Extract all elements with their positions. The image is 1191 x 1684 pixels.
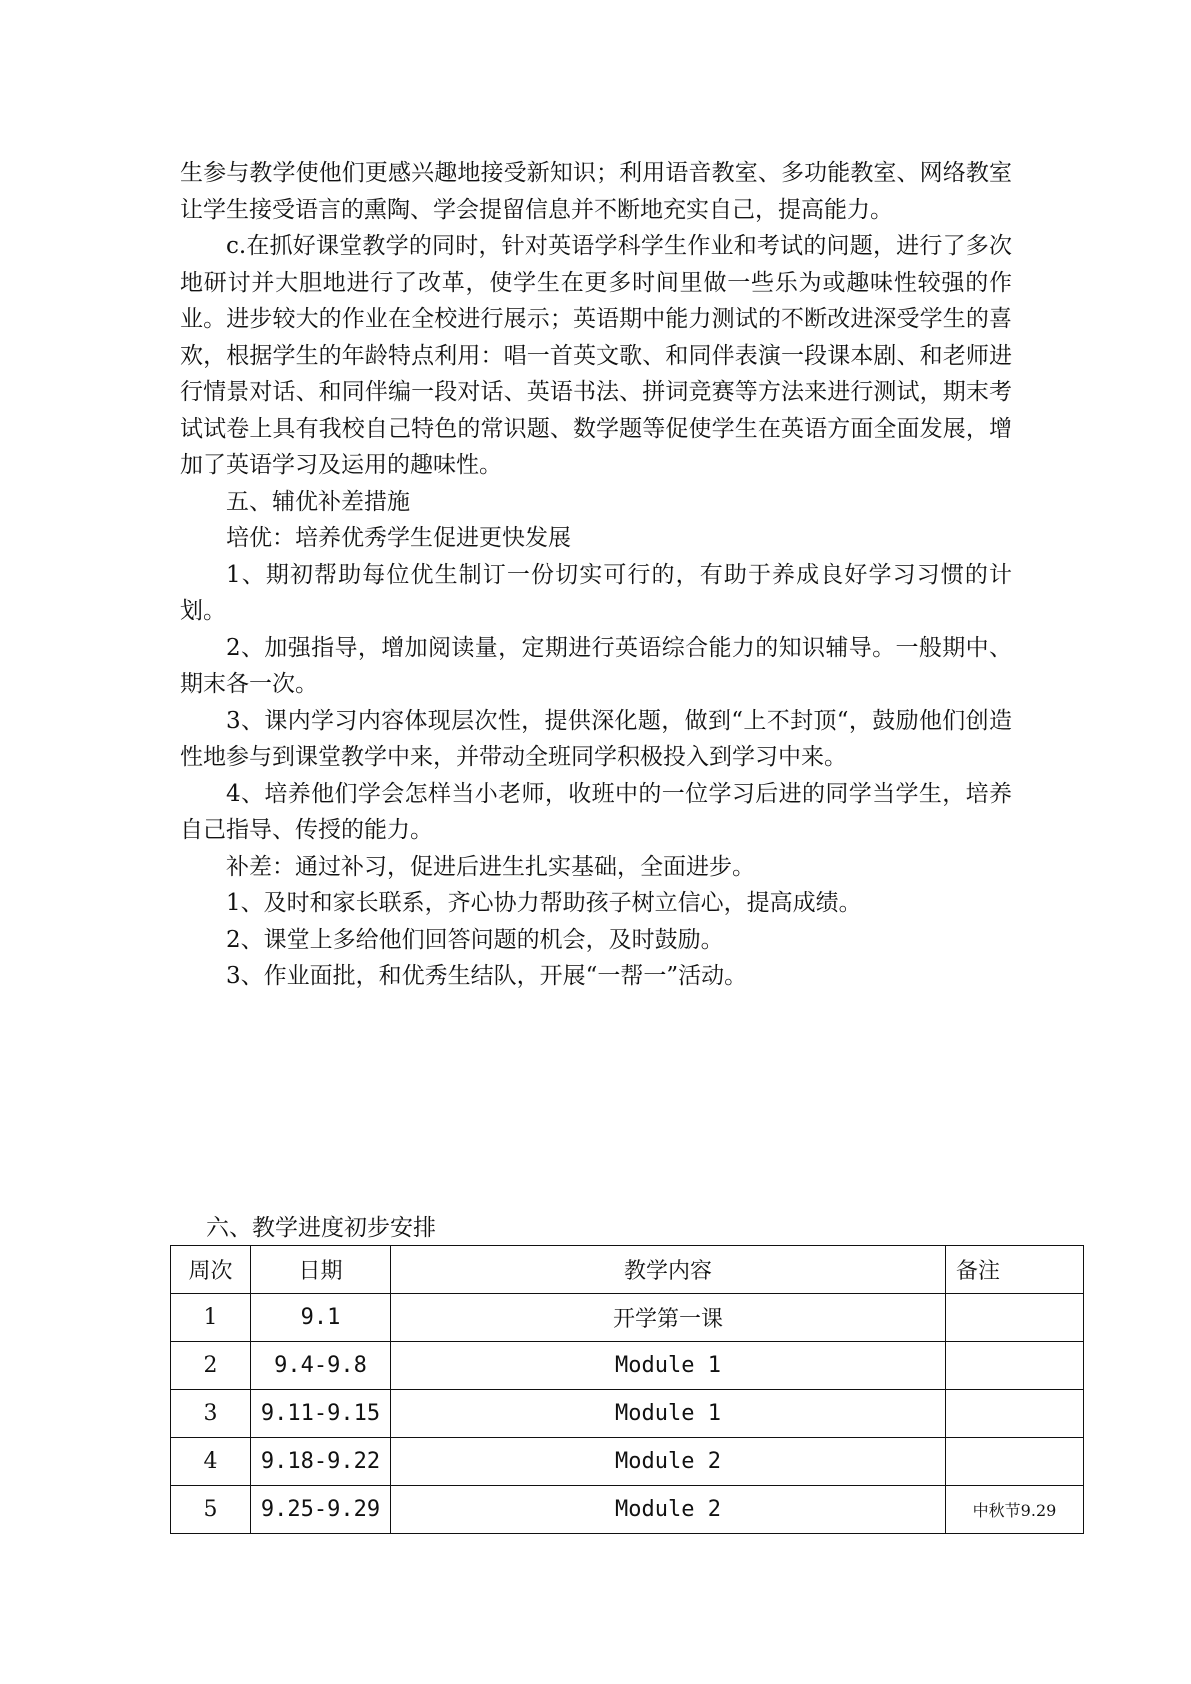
table-row (171, 1342, 1084, 1390)
header-date: 日期 (251, 1246, 391, 1294)
cell-notes (946, 1390, 1084, 1438)
list-item: 3、作业面批，和优秀生结队，开展“一帮一”活动。 (226, 963, 748, 989)
schedule-table (170, 1245, 1084, 1534)
cell-date: 9.18-9.22 (251, 1438, 391, 1486)
list-item: 1、及时和家长联系，齐心协力帮助孩子树立信心，提高成绩。 (226, 890, 862, 916)
cell-date: 9.4-9.8 (251, 1342, 391, 1390)
cell-week: 2 (171, 1342, 251, 1390)
cell-content: Module 1 (391, 1342, 946, 1390)
list-item: 2、加强指导，增加阅读量，定期进行英语综合能力的知识辅导。一般期中、期末各一次。 (180, 634, 1012, 697)
paragraph: c.在抓好课堂教学的同时，针对英语学科学生作业和考试的问题，进行了多次地研讨并大胆地进行了改革，使学生在更多时间里做一些乐为或趣味性较强的作业。进步较大的作业在全校进行展示；英语期中能力测试的不断改进深受学生的喜欢，根据学生的年龄特点利用：唱一首英文歌、和同伴表演一段课本剧、和老师进行情景对话、和同伴编一段对话、英语书法、拼词竞赛等方法来进行测试，期末考试试卷上具有我校自己特色的常识题、数学题等促使学生在英语方面全面发展，增加了英语学习及运用的趣味性。 (180, 233, 1012, 478)
cell-week: 4 (171, 1438, 251, 1486)
subheading: 补差：通过补习，促进后进生扎实基础，全面进步。 (226, 853, 755, 880)
cell-notes: 中秋节9.29 (946, 1486, 1084, 1534)
cell-week: 3 (171, 1390, 251, 1438)
header-content: 教学内容 (391, 1246, 946, 1294)
cell-content: Module 2 (391, 1438, 946, 1486)
list-item: 2、课堂上多给他们回答问题的机会，及时鼓励。 (226, 926, 724, 953)
table-header-row (171, 1246, 1084, 1294)
cell-date: 9.11-9.15 (251, 1390, 391, 1438)
cell-notes (946, 1438, 1084, 1486)
subheading: 培优：培养优秀学生促进更快发展 (226, 525, 571, 551)
list-item: 3、课内学习内容体现层次性，提供深化题，做到“上不封顶“，鼓励他们创造性地参与到课堂教学中来，并带动全班同学积极投入到学习中来。 (180, 707, 1012, 770)
section-heading: 六、教学进度初步安排 (206, 1215, 436, 1241)
cell-week: 1 (171, 1294, 251, 1342)
header-week: 周次 (171, 1246, 251, 1294)
list-item: 1、期初帮助每位优生制订一份切实可行的，有助于养成良好学习习惯的计划。 (180, 561, 1012, 624)
table-row (171, 1294, 1084, 1342)
list-item: 4、培养他们学会怎样当小老师，收班中的一位学习后进的同学当学生，培养自己指导、传授的能力。 (180, 780, 1012, 843)
table-row (171, 1390, 1084, 1438)
cell-content: 开学第一课 (391, 1294, 946, 1342)
cell-notes (946, 1342, 1084, 1390)
cell-content: Module 2 (391, 1486, 946, 1534)
table-row (171, 1486, 1084, 1534)
section-heading: 五、辅优补差措施 (226, 488, 410, 515)
paragraph: 生参与教学使他们更感兴趣地接受新知识；利用语音教室、多功能教室、网络教室让学生接受语言的熏陶、学会提留信息并不断地充实自己，提高能力。 (180, 160, 1012, 223)
body-text (180, 155, 1012, 995)
cell-date: 9.25-9.29 (251, 1486, 391, 1534)
cell-week: 5 (171, 1486, 251, 1534)
cell-notes (946, 1294, 1084, 1342)
header-notes: 备注 (946, 1246, 1084, 1294)
cell-date: 9.1 (251, 1294, 391, 1342)
table-row (171, 1438, 1084, 1486)
cell-content: Module 1 (391, 1390, 946, 1438)
